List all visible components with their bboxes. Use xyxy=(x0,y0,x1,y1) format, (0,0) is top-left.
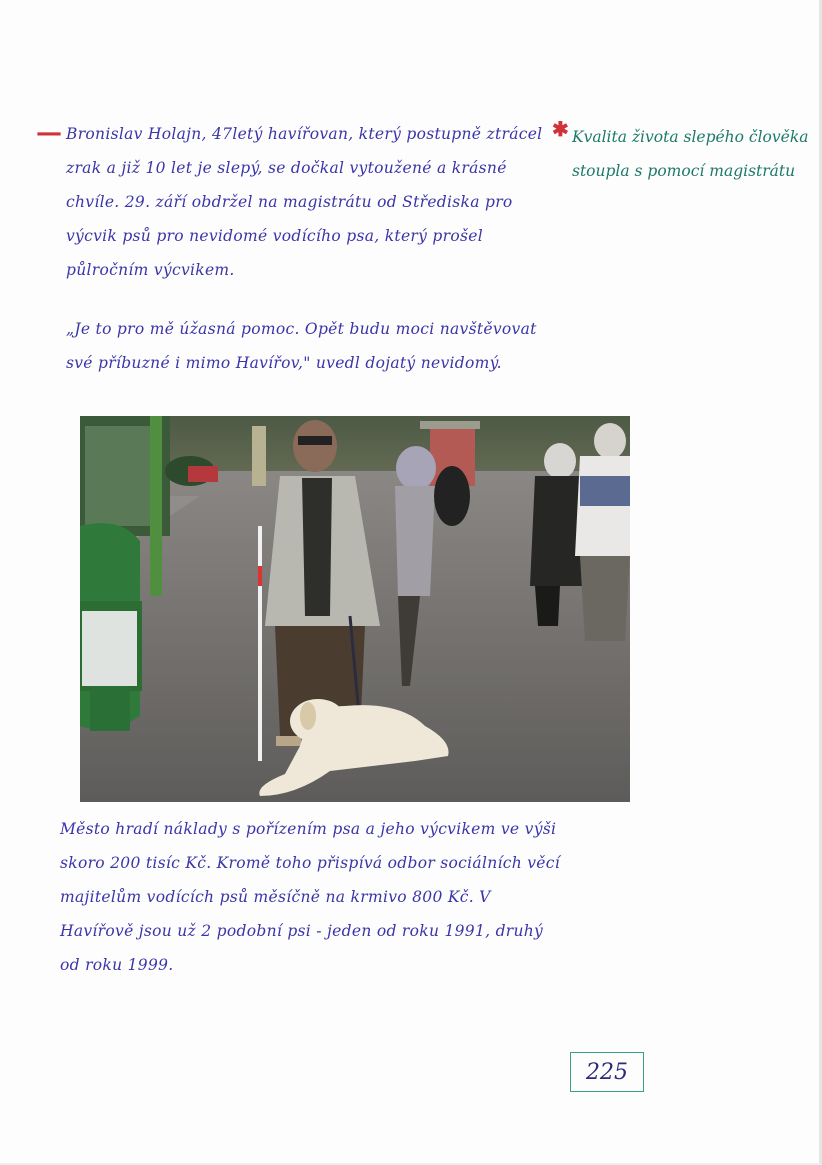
red-asterisk-icon: ✱ xyxy=(552,117,569,141)
side-note: Kvalita života slepého člověka stoupla s pomocí magistrátu xyxy=(572,128,809,180)
page-number: 225 xyxy=(586,1059,628,1085)
paragraph-intro: Bronislav Holajn, 47letý havířovan, který postupně ztrácel zrak a již 10 let je slepý, se dočkal vytoužené a krásné chvíle. 29. září obdržel na magistrátu od Střediska pro výcvik psů pro nevidomé vodícího psa, který prošel půlročním výcvikem. xyxy=(66,125,543,279)
paragraph-quote: „Je to pro mě úžasná pomoc. Opět budu moci navštěvovat své příbuzné i mimo Havířov," uvedl dojatý nevidomý. xyxy=(66,320,537,372)
photo-blind-man-with-guide-dog xyxy=(80,416,630,802)
page-number-box xyxy=(570,1052,644,1092)
red-dash-marker: — xyxy=(36,118,62,148)
paragraph-costs: Město hradí náklady s pořízením psa a jeho výcvikem ve výši skoro 200 tisíc Kč. Kromě toho přispívá odbor sociálních věcí majitelům vodících psů měsíčně na krmivo 800 Kč. V Havířově jsou už 2 podobní psi - jeden od roku 1991, druhý od roku 1999. xyxy=(60,820,561,974)
newspaper-photo xyxy=(80,416,630,802)
